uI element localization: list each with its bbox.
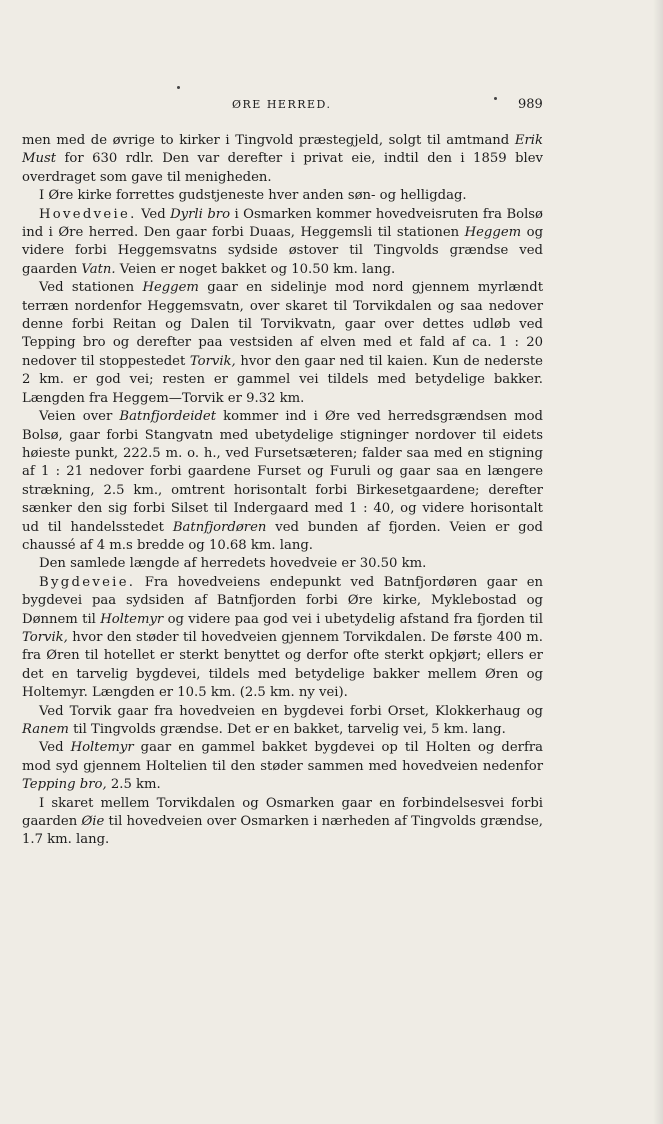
paragraph xyxy=(22,279,543,408)
italic-text: Heggem xyxy=(142,280,199,296)
italic-text: Heggem xyxy=(464,225,522,241)
paragraph xyxy=(22,187,543,205)
text-run: I Øre kirke forrettes gudstjeneste hver anden søn- og helligdag. xyxy=(39,188,467,204)
italic-text: Torvik, xyxy=(22,629,68,645)
print-speck xyxy=(177,86,180,89)
text-run: til Tingvolds grændse. Det er en bakket, tarvelig vei, 5 km. lang. xyxy=(68,722,506,737)
text-run: til hovedveien over Osmarken i nærheden af Tingvolds grændse, 1.7 km. lang. xyxy=(22,814,543,848)
italic-text: Tepping bro, xyxy=(22,777,107,793)
text-run: Fra hovedveiens endepunkt ved Batnfjordøren gaar en bygdevei paa sydsiden af Batnfjorden forbi Øre kirke, Myklebostad og Dønnem til xyxy=(22,574,543,627)
text-run: gaar en sidelinje mod nord gjennem myrlændt terræn nordenfor Heggemsvatn, over skaret til Torvikdalen og saa nedover denne forbi Reitan og Dalen til Torvikvatn, gaar over dettes udløb ved Tepping bro og derefter paa vestsiden af elven med et fald af ca. 1 : 20 nedover til stoppestedet xyxy=(22,280,543,369)
paragraph xyxy=(22,555,543,573)
text-run: men med de øvrige to kirker i Tingvold præstegjeld, solgt til amtmand xyxy=(22,133,515,148)
text-run: hvor den gaar ned til kaien. Kun de nederste 2 km. er god vei; resten er gammel vei tildels med betydelige bakker. Længden fra Heggem—Torvik er 9.32 km. xyxy=(22,353,543,406)
italic-text: Batnfjordøren xyxy=(172,519,267,535)
text-run: ved bunden af fjorden. Veien er god chaussé af 4 m.s bredde og 10.68 km. lang. xyxy=(22,519,543,553)
paragraph xyxy=(22,739,543,794)
paragraph xyxy=(22,795,543,850)
paragraph xyxy=(22,132,543,187)
italic-text: Erik Must xyxy=(22,133,543,167)
text-run: kommer ind i Øre ved herredsgrændsen mod Bolsø, gaar forbi Stangvatn med ubetydelige stigninger nordover til eidets høieste punkt, 222.5 m. o. h., ved Fursetsæteren; falder saa med en stigning af 1 : 21 nedover forbi gaardene Furset og Furuli og gaar saa en længere strækning, 2.5 km., omtrent horisontalt forbi Birkesetgaardene; derefter sænker den sig forbi Silset til Indergaard med 1 : 40, og videre horisontalt ud til handelsstedet xyxy=(22,409,543,535)
text-run: 2.5 km. xyxy=(106,777,161,793)
running-header xyxy=(22,98,543,118)
italic-text: Vatn. xyxy=(81,261,116,277)
paragraph xyxy=(22,408,543,555)
text-run: i Osmarken kommer hovedveisruten fra Bolsø ind i Øre herred. Den gaar forbi Duaas, Heggemsli til stationen xyxy=(22,206,543,241)
text-run: Den samlede længde af herredets hovedveie er 30.50 km. xyxy=(39,556,427,572)
paragraph xyxy=(22,206,543,280)
italic-text: Batnfjordeidet xyxy=(119,409,216,425)
header-title: ØRE HERRED. xyxy=(232,98,332,111)
paragraph xyxy=(22,574,543,703)
body-text xyxy=(22,132,543,850)
italic-text: Holtemyr xyxy=(100,611,164,627)
italic-text: Ranem xyxy=(22,722,69,737)
section-heading: Bygdeveie. xyxy=(39,574,136,590)
page-edge-shadow xyxy=(653,0,663,1124)
text-run: I skaret mellem Torvikdalen og Osmarken gaar en forbindelsesvei forbi gaarden xyxy=(22,795,543,830)
text-run: og videre paa god vei i ubetydelig afstand fra fjorden til xyxy=(163,611,543,627)
paragraph xyxy=(22,703,543,740)
section-heading: Hovedveie. xyxy=(39,206,137,222)
text-run: Ved stationen xyxy=(39,280,143,296)
text-run: Ved xyxy=(136,206,171,222)
italic-text: Holtemyr xyxy=(70,740,134,756)
text-run: Veien er noget bakket og 10.50 km. lang. xyxy=(115,261,396,277)
text-run: for 630 rdlr. Den var derefter i privat eie, indtil den i 1859 blev overdraget som gave til menigheden. xyxy=(22,151,543,185)
text-run: gaar en gammel bakket bygdevei op til Holten og derfra mod syd gjennem Holtelien til den støder sammen med hovedveien nedenfor xyxy=(22,740,543,774)
italic-text: Dyrli bro xyxy=(170,206,231,222)
italic-text: Øie xyxy=(81,814,105,830)
text-run: Ved xyxy=(39,740,71,756)
italic-text: Torvik, xyxy=(189,353,236,369)
page-number: 989 xyxy=(518,97,543,112)
text-run: Ved Torvik gaar fra hovedveien en bygdevei forbi Orset, Klokkerhaug og xyxy=(39,703,543,719)
text-run: og videre forbi Heggemsvatns sydside østover til Tingvolds grændse ved gaarden xyxy=(22,225,544,277)
text-run: Veien over xyxy=(39,409,120,425)
text-run: hvor den støder til hovedveien gjennem Torvikdalen. De første 400 m. fra Øren til hotellet er sterkt benyttet og derfor ofte sterkt opkjørt; ellers er det en tarvelig bygdevei, tildels med betydelige bakker mellem Øren og Holtemyr. Længden er 10.5 km. (2.5 km. ny vei). xyxy=(22,629,543,701)
